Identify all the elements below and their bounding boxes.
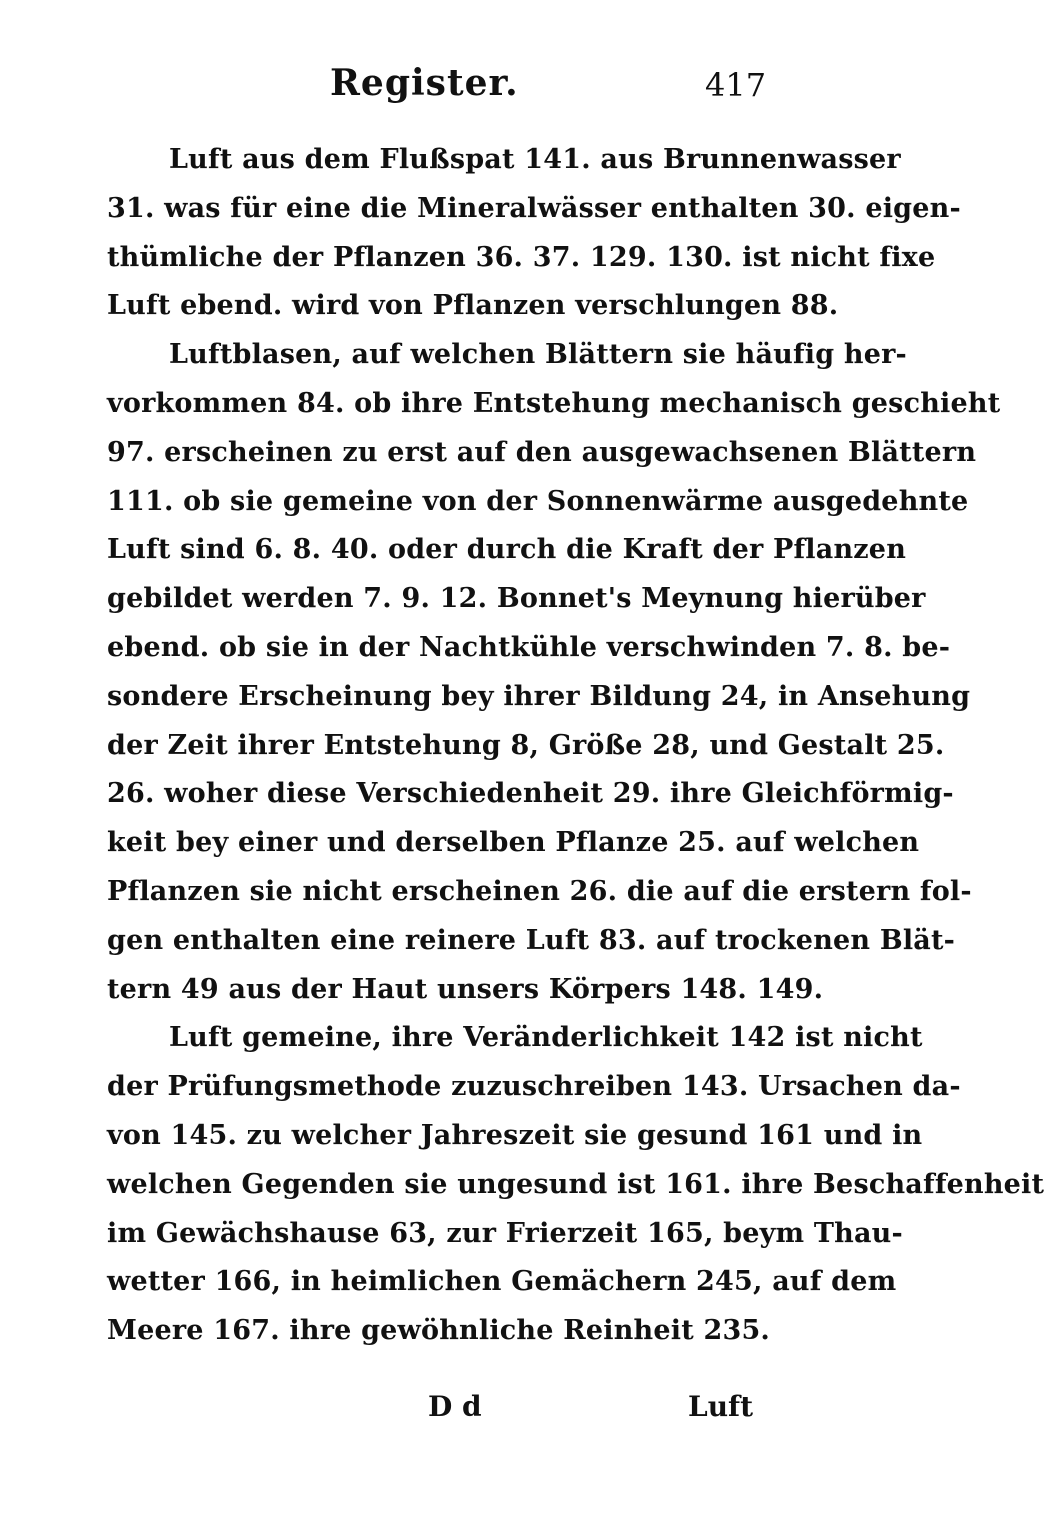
page-title: Register. bbox=[330, 62, 519, 104]
page-number: 417 bbox=[705, 66, 767, 104]
text-line: thümliche der Pflanzen 36. 37. 129. 130. ist nicht fixe bbox=[107, 241, 936, 273]
text-line: sondere Erscheinung bey ihrer Bildung 24, in Ansehung bbox=[107, 680, 971, 712]
text-line: tern 49 aus der Haut unsers Körpers 148. 149. bbox=[107, 973, 824, 1005]
text-line: Pflanzen sie nicht erscheinen 26. die auf die erstern fol- bbox=[107, 875, 972, 907]
text-line: 31. was für eine die Mineralwässer enthalten 30. eigen- bbox=[107, 192, 961, 224]
text-line: im Gewächshause 63, zur Frierzeit 165, beym Thau- bbox=[107, 1217, 903, 1249]
catchword: Luft bbox=[688, 1390, 754, 1423]
page-footer bbox=[0, 1390, 830, 1430]
text-line: 97. erscheinen zu erst auf den ausgewachsenen Blättern bbox=[107, 436, 977, 468]
text-line: wetter 166, in heimlichen Gemächern 245, auf dem bbox=[107, 1266, 897, 1298]
text-line: Meere 167. ihre gewöhnliche Reinheit 235. bbox=[107, 1315, 771, 1347]
text-line: gen enthalten eine reinere Luft 83. auf trockenen Blät- bbox=[107, 924, 956, 956]
text-line: ebend. ob sie in der Nachtkühle verschwinden 7. 8. be- bbox=[107, 631, 951, 663]
register-entry-luft-gemeine bbox=[45, 1014, 1044, 1356]
signature-mark: D d bbox=[428, 1390, 482, 1423]
text-line: Luftblasen, auf welchen Blättern sie häufig her- bbox=[169, 339, 907, 371]
running-head bbox=[0, 62, 830, 112]
text-line: Luft sind 6. 8. 40. oder durch die Kraft der Pflanzen bbox=[107, 534, 907, 566]
text-line: Luft aus dem Flußspat 141. aus Brunnenwasser bbox=[169, 144, 901, 175]
register-entry-luft-flussspat bbox=[45, 136, 961, 331]
text-line: 111. ob sie gemeine von der Sonnenwärme ausgedehnte bbox=[107, 485, 969, 517]
register-text bbox=[45, 136, 1044, 1356]
text-line: vorkommen 84. ob ihre Entstehung mechanisch geschieht bbox=[107, 387, 1001, 419]
text-line: gebildet werden 7. 9. 12. Bonnet's Meynung hierüber bbox=[107, 583, 926, 615]
text-line: Luft ebend. wird von Pflanzen verschlungen 88. bbox=[107, 290, 839, 322]
text-line: der Prüfungsmethode zuzuschreiben 143. Ursachen da- bbox=[107, 1071, 961, 1103]
text-line: von 145. zu welcher Jahreszeit sie gesund 161 und in bbox=[107, 1119, 923, 1151]
text-line: keit bey einer und derselben Pflanze 25. auf welchen bbox=[107, 827, 920, 859]
text-line: welchen Gegenden sie ungesund ist 161. ihre Beschaffenheit bbox=[107, 1168, 1044, 1200]
register-entry-luftblasen bbox=[45, 331, 1001, 1014]
text-line: Luft gemeine, ihre Veränderlichkeit 142 ist nicht bbox=[169, 1022, 923, 1054]
text-line: der Zeit ihrer Entstehung 8, Größe 28, und Gestalt 25. bbox=[107, 729, 945, 761]
text-line: 26. woher diese Verschiedenheit 29. ihre Gleichförmig- bbox=[107, 778, 954, 810]
